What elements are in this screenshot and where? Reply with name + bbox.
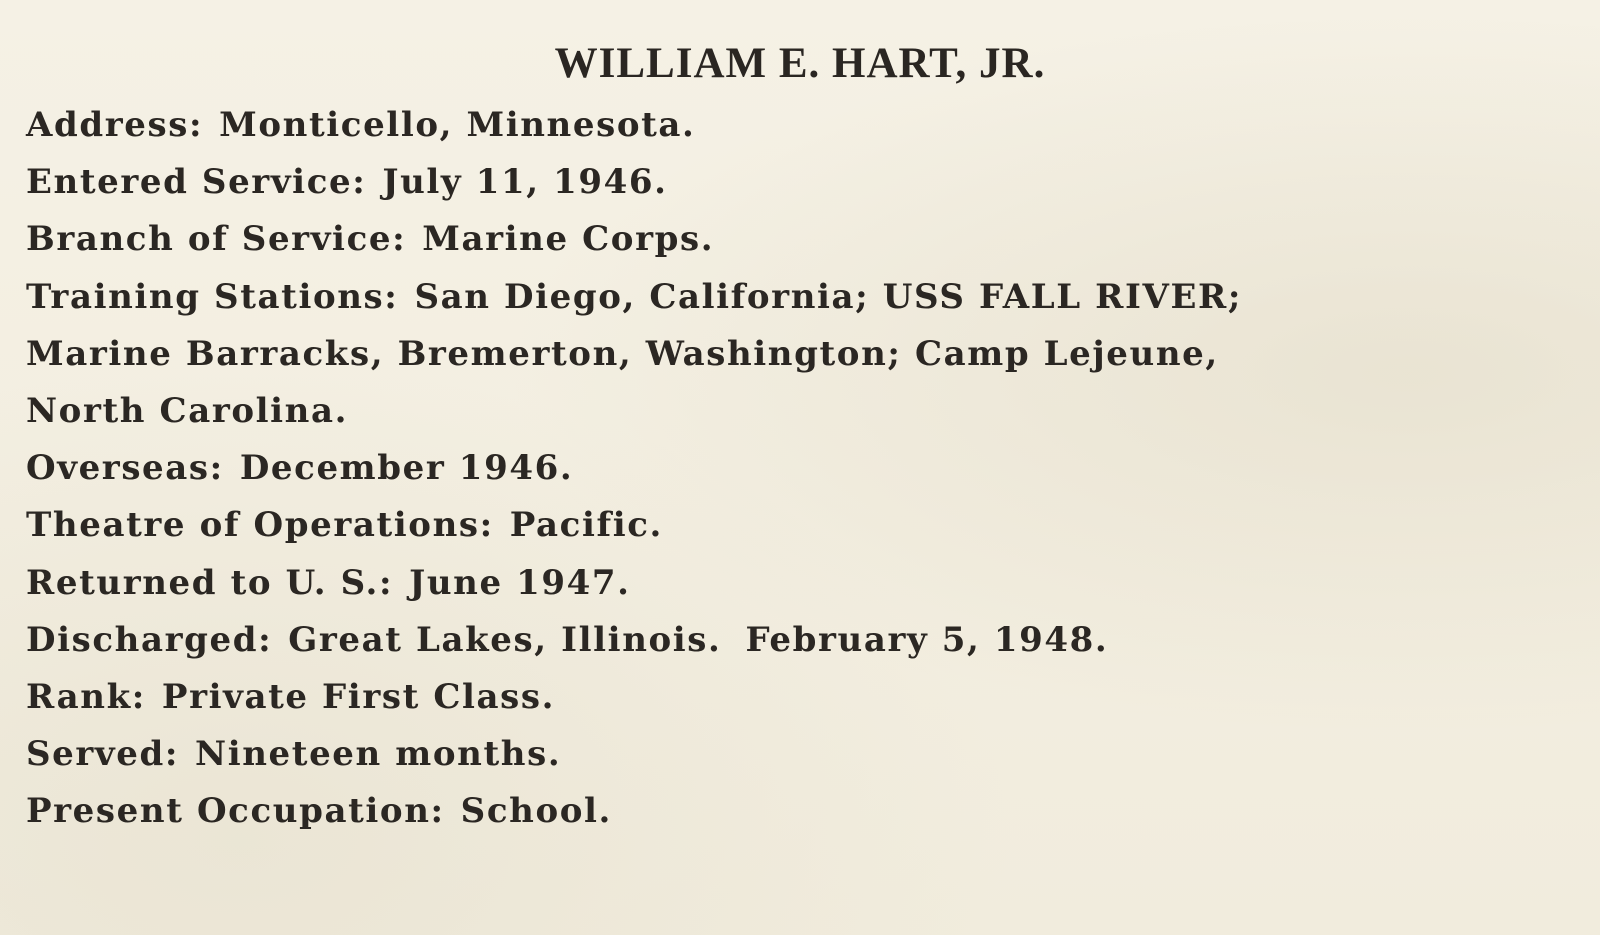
training-stations-label: Training Stations: (26, 276, 399, 317)
branch-of-service-line (26, 211, 1586, 268)
training-stations-line (26, 269, 1586, 326)
address-value: Monticello, Minnesota. (219, 105, 696, 145)
rank-line (26, 669, 1586, 726)
served-value: Nineteen months. (195, 734, 562, 775)
overseas-line (26, 440, 1586, 497)
training-stations-value-line3: North Carolina. (26, 391, 349, 432)
address-label: Address: (26, 105, 204, 145)
entered-service-line (26, 154, 1586, 211)
discharged-date: February 5, 1948. (745, 619, 1109, 660)
entered-service-label: Entered Service: (26, 162, 367, 203)
present-occupation-label: Present Occupation: (26, 791, 445, 832)
overseas-value: December 1946. (239, 448, 574, 489)
branch-of-service-value: Marine Corps. (422, 219, 715, 260)
theatre-of-operations-line (26, 497, 1586, 554)
served-line (26, 726, 1586, 783)
returned-to-us-label: Returned to U. S.: (26, 562, 394, 603)
address-line (26, 97, 1586, 154)
discharged-label: Discharged: (26, 619, 273, 660)
returned-to-us-line (26, 555, 1586, 612)
theatre-of-operations-value: Pacific. (509, 505, 663, 546)
training-stations-continuation (26, 383, 1586, 440)
present-occupation-line (26, 783, 1586, 840)
training-stations-value-line2: Marine Barracks, Bremerton, Washington; Camp Lejeune, (26, 333, 1219, 374)
branch-of-service-label: Branch of Service: (26, 219, 407, 260)
service-record (26, 97, 1586, 841)
rank-value: Private First Class. (161, 677, 556, 718)
theatre-of-operations-label: Theatre of Operations: (26, 505, 494, 546)
overseas-label: Overseas: (26, 448, 224, 489)
entered-service-value: July 11, 1946. (382, 162, 668, 203)
returned-to-us-value: June 1947. (409, 562, 631, 603)
present-occupation-value: School. (460, 791, 612, 832)
training-stations-continuation (26, 326, 1586, 383)
record-title: WILLIAM E. HART, JR. (554, 40, 1046, 87)
discharged-line (26, 612, 1586, 669)
served-label: Served: (26, 734, 180, 775)
rank-label: Rank: (26, 677, 146, 718)
training-stations-value-line1: San Diego, California; USS FALL RIVER; (414, 276, 1243, 317)
discharged-place: Great Lakes, Illinois. (288, 619, 722, 660)
